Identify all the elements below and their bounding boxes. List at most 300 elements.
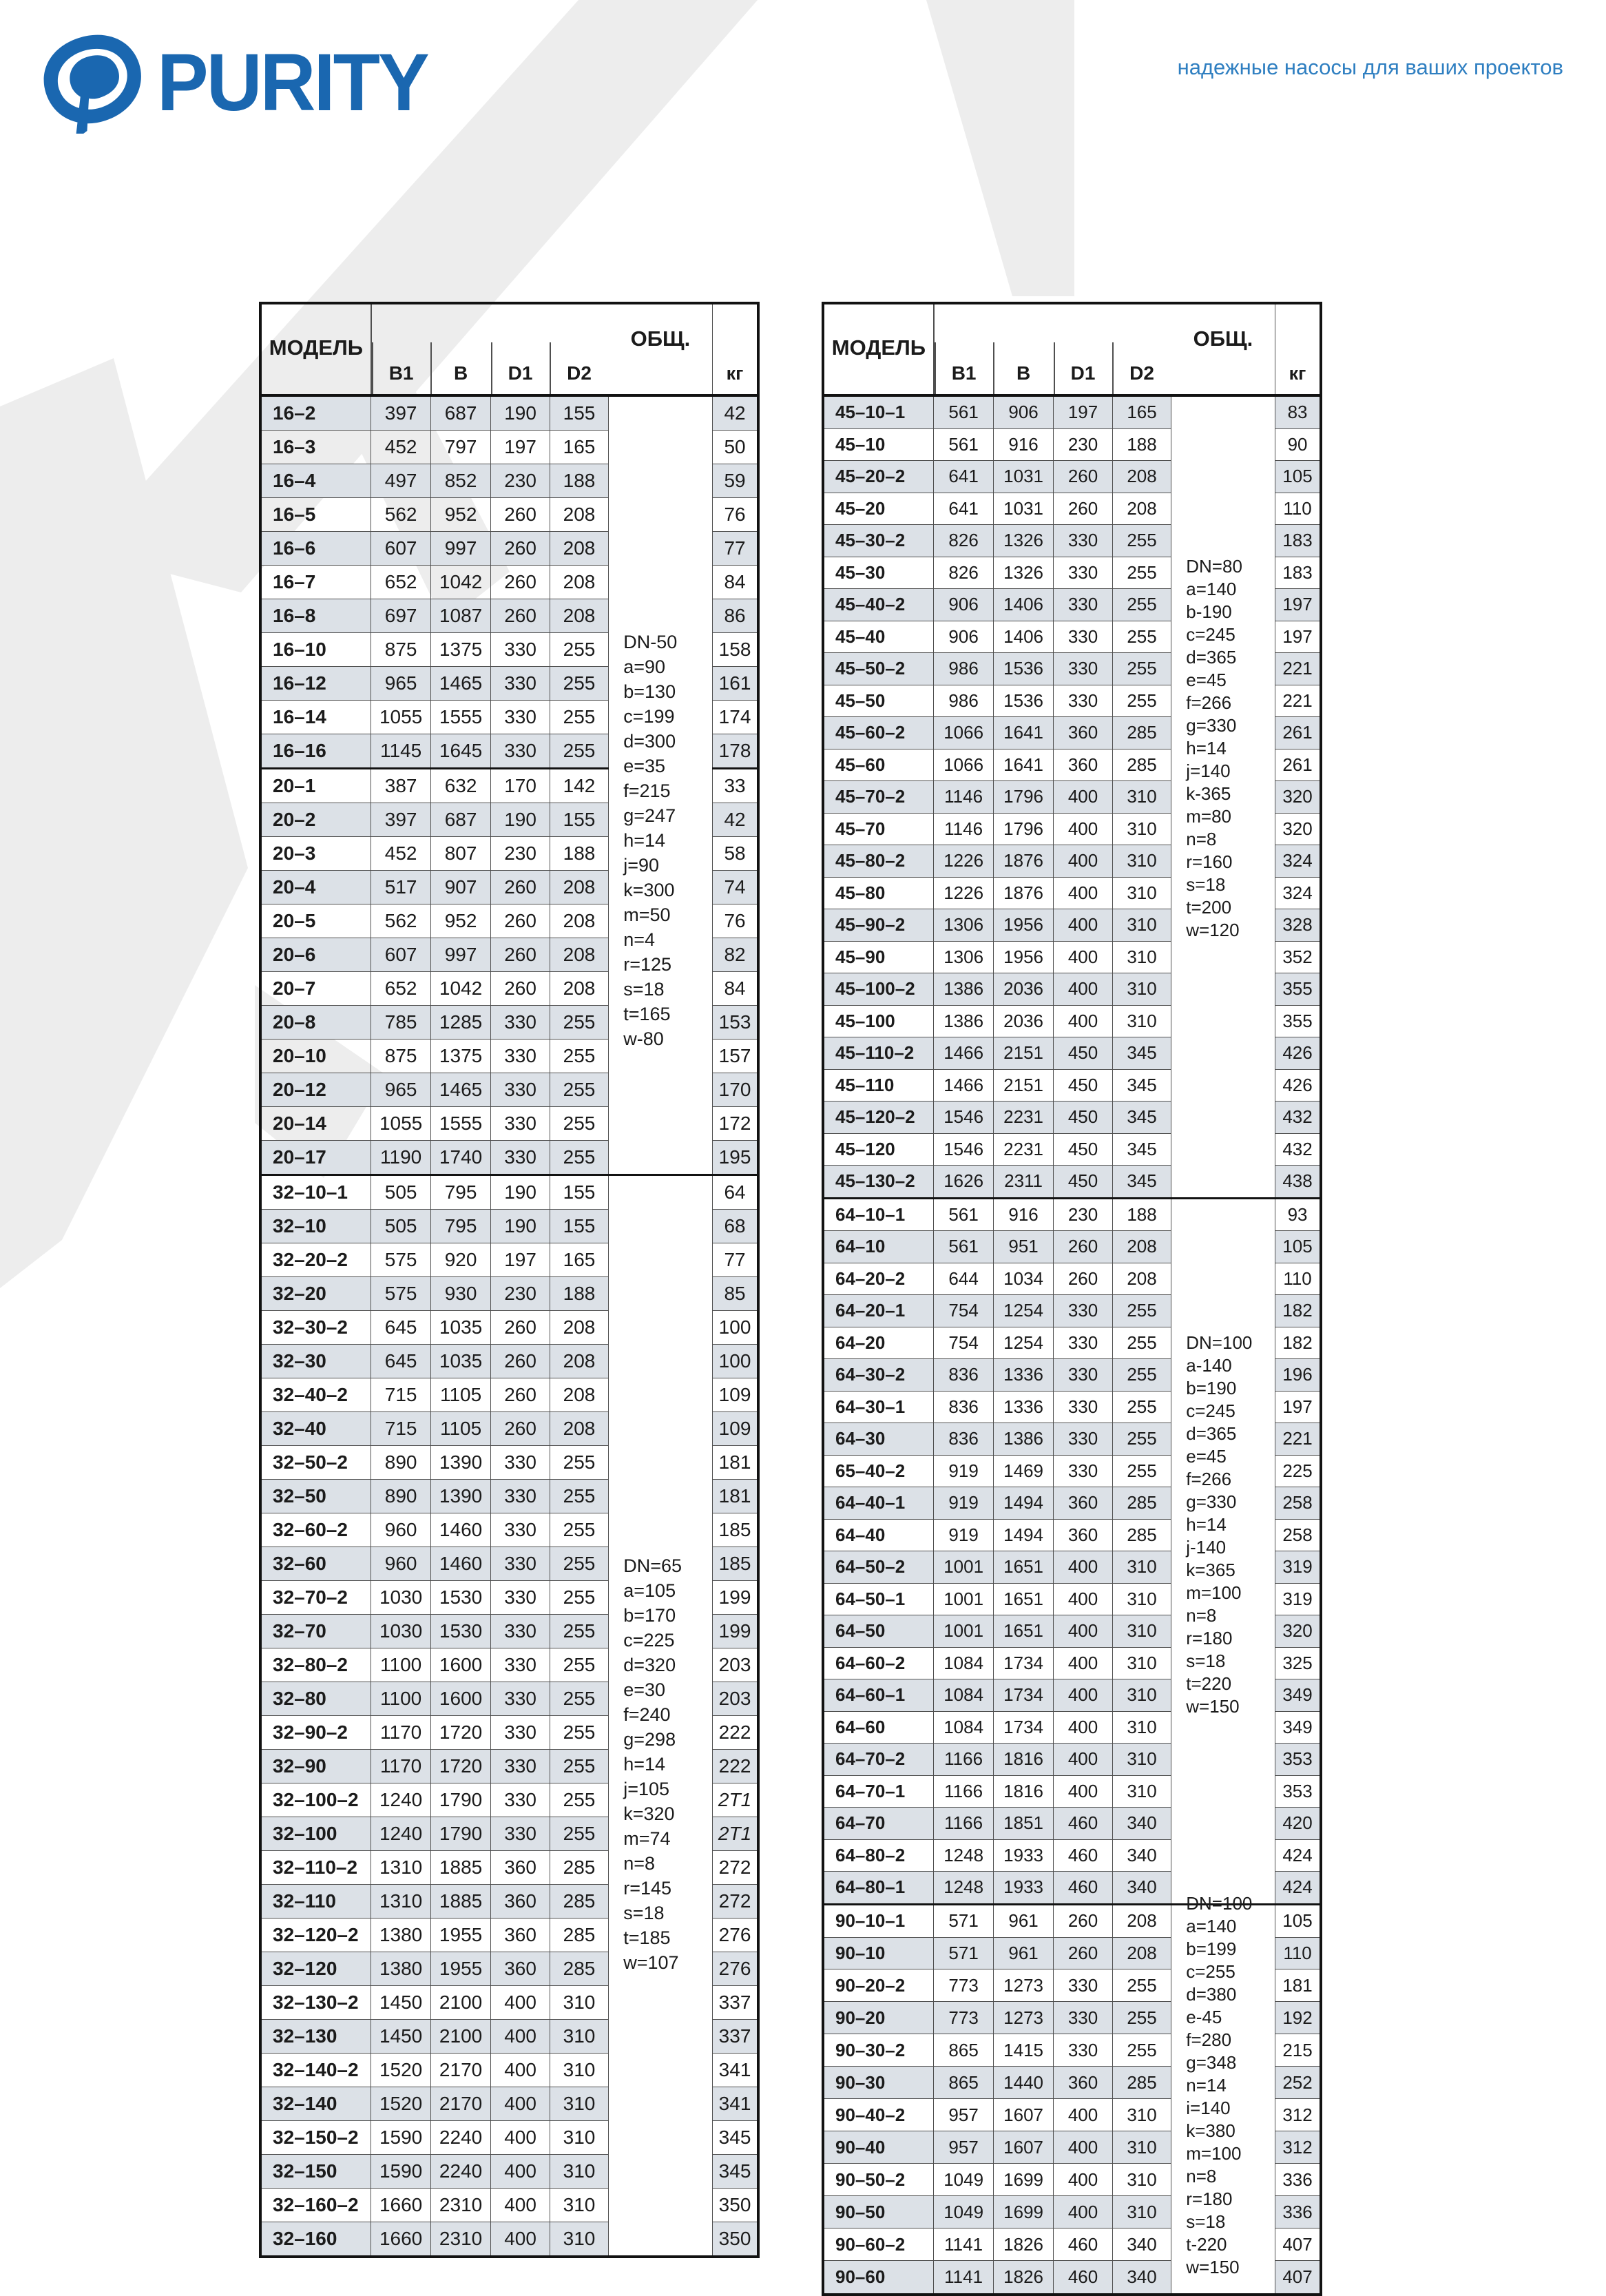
model-cell: 32–130	[260, 2020, 371, 2054]
weight-cell: 42	[713, 395, 758, 431]
purity-logo-text: PURITY	[157, 37, 428, 127]
dimension-value-cell: 1105	[430, 1412, 490, 1446]
dimension-value-cell: 571	[934, 1937, 993, 1969]
model-cell: 16–4	[260, 464, 371, 498]
common-dimensions-cell	[609, 395, 713, 1175]
weight-cell: 42	[713, 803, 758, 837]
model-cell: 32–140	[260, 2087, 371, 2121]
spec-table	[259, 302, 760, 2258]
dimension-value-cell: 952	[430, 498, 490, 532]
weight-cell: 197	[1275, 1391, 1321, 1423]
dimension-value-cell: 260	[491, 1311, 550, 1345]
model-cell: 16–5	[260, 498, 371, 532]
model-cell: 90–10–1	[823, 1904, 934, 1937]
dimension-value-cell: 1530	[430, 1615, 490, 1648]
dimension-value-cell: 561	[934, 395, 993, 428]
dimension-value-cell: 285	[550, 1952, 608, 1986]
model-cell: 20–4	[260, 871, 371, 904]
dimension-value-cell: 397	[371, 395, 430, 431]
dimension-value-cell: 1641	[993, 717, 1053, 749]
dimension-value-cell: 460	[1054, 1839, 1112, 1872]
dimension-value-cell: 773	[934, 2002, 993, 2034]
dimension-value-cell: 460	[1054, 2228, 1112, 2261]
dimension-line: n=14	[1186, 2074, 1227, 2096]
dimension-value-cell: 310	[550, 2121, 608, 2155]
dimension-value-cell: 155	[550, 803, 608, 837]
weight-cell: 110	[1275, 493, 1321, 525]
dimension-value-cell: 1734	[993, 1679, 1053, 1712]
dimension-value-cell: 1380	[371, 1952, 430, 1986]
dimension-value-cell: 208	[550, 498, 608, 532]
dimension-value-cell: 906	[934, 589, 993, 621]
weight-cell: 178	[713, 734, 758, 769]
dimension-value-cell: 930	[430, 1277, 490, 1311]
dimension-value-cell: 208	[550, 1378, 608, 1412]
dimension-value-cell: 1336	[993, 1359, 1053, 1392]
dimension-value-cell: 997	[430, 532, 490, 566]
model-cell: 32–80–2	[260, 1648, 371, 1682]
model-cell: 20–12	[260, 1073, 371, 1107]
dimension-value-cell: 330	[491, 701, 550, 734]
dimension-value-cell: 400	[1054, 1551, 1112, 1584]
dimension-value-cell: 208	[550, 1311, 608, 1345]
dimension-value-cell: 1084	[934, 1711, 993, 1744]
model-cell: 32–90–2	[260, 1716, 371, 1750]
dimension-value-cell: 1660	[371, 2189, 430, 2222]
dimension-value-cell: 1816	[993, 1775, 1053, 1808]
dimension-line: g=330	[1186, 715, 1237, 736]
dimension-value-cell: 400	[1054, 2099, 1112, 2131]
dimension-value-cell: 1466	[934, 1037, 993, 1070]
weight-cell: 2T1	[713, 1817, 758, 1851]
dimension-value-cell: 255	[550, 1615, 608, 1648]
dimension-value-cell: 920	[430, 1243, 490, 1277]
column-header-d1: D1	[1054, 303, 1112, 395]
dimension-value-cell: 230	[491, 1277, 550, 1311]
dimension-value-cell: 1031	[993, 493, 1053, 525]
dimension-value-cell: 2100	[430, 1986, 490, 2020]
dimension-value-cell: 1035	[430, 1311, 490, 1345]
dimension-value-cell: 2311	[993, 1166, 1053, 1199]
dimension-value-cell: 1066	[934, 717, 993, 749]
dimension-value-cell: 285	[1112, 749, 1171, 781]
dimension-value-cell: 330	[491, 1073, 550, 1107]
dimension-value-cell: 997	[430, 938, 490, 972]
dimension-value-cell: 773	[934, 1969, 993, 2002]
model-cell: 45–60	[823, 749, 934, 781]
model-cell: 64–50–2	[823, 1551, 934, 1584]
dimension-value-cell: 1790	[430, 1783, 490, 1817]
dimension-value-cell: 260	[491, 599, 550, 633]
weight-cell: 355	[1275, 1005, 1321, 1037]
dimension-value-cell: 852	[430, 464, 490, 498]
weight-cell: 424	[1275, 1872, 1321, 1905]
dimension-value-cell: 1035	[430, 1345, 490, 1378]
dimension-value-cell: 255	[550, 1648, 608, 1682]
dimension-value-cell: 310	[550, 2054, 608, 2087]
dimension-value-cell: 255	[1112, 685, 1171, 717]
dimension-value-cell: 505	[371, 1175, 430, 1210]
dimension-value-cell: 230	[1054, 1198, 1112, 1231]
weight-cell: 353	[1275, 1775, 1321, 1808]
dimension-line: m=100	[1186, 1582, 1242, 1603]
weight-cell: 426	[1275, 1069, 1321, 1102]
dimension-value-cell: 397	[371, 803, 430, 837]
weight-cell: 153	[713, 1006, 758, 1040]
dimension-value-cell: 1494	[993, 1487, 1053, 1520]
dimension-value-cell: 607	[371, 532, 430, 566]
dimension-value-cell: 188	[1112, 428, 1171, 461]
dimension-value-cell: 142	[550, 769, 608, 803]
dimension-value-cell: 330	[491, 1615, 550, 1648]
weight-cell: 157	[713, 1040, 758, 1073]
dimension-value-cell: 1375	[430, 1040, 490, 1073]
dimension-line: s=18	[1186, 874, 1226, 896]
dimension-value-cell: 1450	[371, 2020, 430, 2054]
weight-cell: 84	[713, 972, 758, 1006]
dimension-value-cell: 957	[934, 2131, 993, 2164]
dimension-value-cell: 285	[550, 1918, 608, 1952]
dimension-value-cell: 330	[491, 1107, 550, 1141]
dimension-value-cell: 919	[934, 1519, 993, 1551]
dimension-value-cell: 330	[491, 1513, 550, 1547]
dimension-value-cell: 400	[491, 2087, 550, 2121]
dimension-value-cell: 208	[550, 566, 608, 599]
model-cell: 45–120–2	[823, 1102, 934, 1134]
dimension-value-cell: 1042	[430, 566, 490, 599]
dimension-value-cell: 1660	[371, 2222, 430, 2257]
model-cell: 90–30–2	[823, 2034, 934, 2067]
dimension-value-cell: 230	[491, 464, 550, 498]
dimension-value-cell: 1390	[430, 1446, 490, 1480]
weight-cell: 100	[713, 1345, 758, 1378]
weight-cell: 105	[1275, 1904, 1321, 1937]
weight-cell: 324	[1275, 845, 1321, 878]
dimension-value-cell: 330	[491, 667, 550, 701]
weight-cell: 345	[713, 2121, 758, 2155]
dimension-line: k=320	[623, 1803, 675, 1824]
dimension-value-cell: 797	[430, 431, 490, 464]
dimension-value-cell: 400	[1054, 1711, 1112, 1744]
dimension-value-cell: 505	[371, 1210, 430, 1243]
dimension-value-cell: 916	[993, 1198, 1053, 1231]
dimension-value-cell: 208	[550, 938, 608, 972]
dimension-value-cell: 1326	[993, 557, 1053, 589]
dimension-value-cell: 208	[1112, 1263, 1171, 1295]
dimension-line: j-140	[1186, 1537, 1227, 1558]
weight-cell: 420	[1275, 1808, 1321, 1840]
dimension-value-cell: 1956	[993, 941, 1053, 973]
dimension-line: w=120	[1186, 920, 1240, 941]
dimension-value-cell: 1530	[430, 1581, 490, 1615]
dimension-value-cell: 345	[1112, 1102, 1171, 1134]
weight-cell: 349	[1275, 1679, 1321, 1712]
dimension-value-cell: 260	[491, 566, 550, 599]
weight-cell: 183	[1275, 525, 1321, 557]
dimension-value-cell: 260	[491, 938, 550, 972]
dimension-value-cell: 836	[934, 1391, 993, 1423]
dimension-value-cell: 330	[491, 1480, 550, 1513]
dimension-value-cell: 208	[1112, 1904, 1171, 1937]
dimension-value-cell: 255	[1112, 1455, 1171, 1487]
model-cell: 64–60	[823, 1711, 934, 1744]
weight-cell: 345	[713, 2155, 758, 2189]
model-cell: 32–120–2	[260, 1918, 371, 1952]
dimension-value-cell: 255	[1112, 1969, 1171, 2002]
dimension-value-cell: 1034	[993, 1263, 1053, 1295]
weight-cell: 196	[1275, 1359, 1321, 1392]
dimension-value-cell: 255	[1112, 557, 1171, 589]
dimension-value-cell: 2151	[993, 1069, 1053, 1102]
dimension-line: h=14	[1186, 738, 1227, 759]
dimension-value-cell: 260	[1054, 1263, 1112, 1295]
dimension-line: m=100	[1186, 2142, 1242, 2164]
dimension-value-cell: 632	[430, 769, 490, 803]
dimension-value-cell: 960	[371, 1547, 430, 1581]
dimension-value-cell: 1166	[934, 1808, 993, 1840]
dimension-value-cell: 165	[1112, 395, 1171, 428]
dimension-value-cell: 1933	[993, 1872, 1053, 1905]
dimension-value-cell: 1536	[993, 685, 1053, 717]
weight-cell: 195	[713, 1141, 758, 1175]
dimension-value-cell: 255	[1112, 1359, 1171, 1392]
weight-cell: 197	[1275, 589, 1321, 621]
model-cell: 20–2	[260, 803, 371, 837]
dimension-value-cell: 571	[934, 1904, 993, 1937]
dimension-value-cell: 2310	[430, 2222, 490, 2257]
dimension-value-cell: 345	[1112, 1069, 1171, 1102]
dimension-value-cell: 1466	[934, 1069, 993, 1102]
dimension-value-cell: 260	[1054, 493, 1112, 525]
dimension-value-cell: 360	[491, 1918, 550, 1952]
dimension-value-cell: 1049	[934, 2196, 993, 2228]
dimension-value-cell: 965	[371, 667, 430, 701]
dimension-value-cell: 575	[371, 1277, 430, 1311]
dimension-value-cell: 826	[934, 557, 993, 589]
dimension-value-cell: 1406	[993, 589, 1053, 621]
page-header	[0, 0, 1606, 172]
model-cell: 16–2	[260, 395, 371, 431]
dimension-value-cell: 310	[1112, 813, 1171, 845]
weight-cell: 252	[1275, 2067, 1321, 2099]
model-cell: 45–80	[823, 877, 934, 909]
dimension-value-cell: 1876	[993, 877, 1053, 909]
dimension-line: h=14	[1186, 1514, 1227, 1535]
dimension-line: g=247	[623, 805, 676, 826]
weight-cell: 174	[713, 701, 758, 734]
column-header-b: B	[993, 303, 1053, 395]
dimension-line: c=225	[623, 1629, 675, 1651]
dimension-value-cell: 836	[934, 1359, 993, 1392]
weight-cell: 432	[1275, 1102, 1321, 1134]
dimension-line: e=45	[1186, 670, 1227, 691]
dimensions-table-left	[259, 302, 760, 2258]
model-cell: 20–10	[260, 1040, 371, 1073]
dimension-value-cell: 208	[1112, 493, 1171, 525]
dimension-line: r=180	[1186, 2188, 1233, 2209]
weight-cell: 59	[713, 464, 758, 498]
dimension-line: n=8	[623, 1852, 656, 1874]
dimension-value-cell: 188	[550, 1277, 608, 1311]
model-cell: 45–90	[823, 941, 934, 973]
model-cell: 45–60–2	[823, 717, 934, 749]
dimension-line: d=365	[1186, 1423, 1237, 1444]
dimension-line: DN=100	[1186, 1892, 1253, 1914]
weight-cell: 50	[713, 431, 758, 464]
dimension-value-cell: 387	[371, 769, 430, 803]
dimension-line: e=45	[1186, 1446, 1227, 1467]
dimension-value-cell: 190	[491, 1210, 550, 1243]
dimension-value-cell: 285	[1112, 717, 1171, 749]
dimension-line: w=107	[623, 1952, 679, 1973]
dimension-value-cell: 1146	[934, 781, 993, 814]
dimension-line: f=280	[1186, 2029, 1232, 2050]
model-cell: 32–10–1	[260, 1175, 371, 1210]
model-cell: 32–70–2	[260, 1581, 371, 1615]
model-cell: 32–100	[260, 1817, 371, 1851]
model-cell: 64–30–2	[823, 1359, 934, 1392]
dimension-value-cell: 1796	[993, 813, 1053, 845]
dimension-value-cell: 400	[1054, 973, 1112, 1006]
weight-cell: 352	[1275, 941, 1321, 973]
dimension-value-cell: 208	[550, 532, 608, 566]
dimension-value-cell: 754	[934, 1327, 993, 1359]
dimension-line: r=180	[1186, 1628, 1233, 1648]
weight-cell: 181	[1275, 1969, 1321, 2002]
model-cell: 90–20	[823, 2002, 934, 2034]
model-cell: 32–140–2	[260, 2054, 371, 2087]
dimension-value-cell: 345	[1112, 1037, 1171, 1070]
weight-cell: 199	[713, 1615, 758, 1648]
dimension-value-cell: 330	[491, 1750, 550, 1783]
model-cell: 90–30	[823, 2067, 934, 2099]
dimension-value-cell: 255	[550, 1682, 608, 1716]
dimension-value-cell: 1494	[993, 1519, 1053, 1551]
dimension-value-cell: 400	[1054, 1679, 1112, 1712]
dimension-value-cell: 255	[550, 1750, 608, 1783]
dimension-value-cell: 1720	[430, 1750, 490, 1783]
dimension-value-cell: 687	[430, 803, 490, 837]
weight-cell: 337	[713, 2020, 758, 2054]
dimension-line: h=14	[623, 1753, 666, 1775]
weight-cell: 90	[1275, 428, 1321, 461]
model-cell: 32–50	[260, 1480, 371, 1513]
dimension-value-cell: 1956	[993, 909, 1053, 942]
dimension-value-cell: 1590	[371, 2155, 430, 2189]
dimension-value-cell: 310	[1112, 1005, 1171, 1037]
weight-cell: 438	[1275, 1166, 1321, 1199]
dimension-value-cell: 1170	[371, 1716, 430, 1750]
model-cell: 90–20–2	[823, 1969, 934, 2002]
dimension-value-cell: 188	[550, 837, 608, 871]
dimension-value-cell: 1254	[993, 1327, 1053, 1359]
dimension-value-cell: 197	[491, 1243, 550, 1277]
dimension-line: m=74	[623, 1828, 671, 1849]
dimension-value-cell: 1141	[934, 2228, 993, 2261]
dimension-value-cell: 826	[934, 525, 993, 557]
brand-tagline: надежные насосы для ваших проектов	[1177, 55, 1563, 79]
dimension-value-cell: 400	[491, 2121, 550, 2155]
dimension-value-cell: 360	[1054, 2067, 1112, 2099]
model-cell: 20–5	[260, 904, 371, 938]
dimension-value-cell: 360	[1054, 749, 1112, 781]
dimension-value-cell: 255	[550, 1783, 608, 1817]
dimension-line: d=365	[1186, 647, 1237, 668]
dimension-value-cell: 400	[1054, 1775, 1112, 1808]
dimension-value-cell: 2310	[430, 2189, 490, 2222]
dimension-line: f=266	[1186, 692, 1232, 714]
dimension-value-cell: 208	[550, 904, 608, 938]
dimension-value-cell: 1645	[430, 734, 490, 769]
dimension-line: f=215	[623, 780, 671, 801]
dimension-line: k=365	[1186, 1560, 1235, 1580]
dimension-value-cell: 255	[1112, 525, 1171, 557]
dimension-value-cell: 1826	[993, 2261, 1053, 2295]
table-row	[260, 1175, 758, 1210]
dimension-value-cell: 1306	[934, 941, 993, 973]
dimension-value-cell: 450	[1054, 1166, 1112, 1199]
dimension-value-cell: 1790	[430, 1817, 490, 1851]
dimension-value-cell: 1641	[993, 749, 1053, 781]
dimension-line: f=240	[623, 1704, 671, 1725]
dimension-value-cell: 255	[1112, 621, 1171, 653]
weight-cell: 2T1	[713, 1783, 758, 1817]
model-cell: 45–10	[823, 428, 934, 461]
dimension-value-cell: 1084	[934, 1679, 993, 1712]
weight-cell: 172	[713, 1107, 758, 1141]
dimension-value-cell: 400	[491, 1986, 550, 2020]
column-header-d2: D2	[1112, 303, 1171, 395]
dimension-value-cell: 260	[491, 904, 550, 938]
dimension-value-cell: 907	[430, 871, 490, 904]
column-header-b: B	[430, 303, 490, 395]
model-cell: 64–20–2	[823, 1263, 934, 1295]
weight-cell: 225	[1275, 1455, 1321, 1487]
table-header-row	[260, 303, 758, 395]
dimension-value-cell: 330	[491, 1716, 550, 1750]
dimension-value-cell: 310	[550, 2087, 608, 2121]
dimension-line: a=140	[1186, 579, 1237, 600]
dimension-line: d=320	[623, 1654, 676, 1675]
dimension-value-cell: 310	[1112, 2131, 1171, 2164]
dimension-value-cell: 260	[1054, 1231, 1112, 1263]
model-cell: 32–20	[260, 1277, 371, 1311]
weight-cell: 221	[1275, 685, 1321, 717]
weight-cell: 76	[713, 904, 758, 938]
dimension-value-cell: 310	[550, 2189, 608, 2222]
model-cell: 32–10	[260, 1210, 371, 1243]
dimension-value-cell: 1386	[934, 1005, 993, 1037]
dimension-value-cell: 450	[1054, 1102, 1112, 1134]
column-header-b1: B1	[934, 303, 993, 395]
model-cell: 32–40–2	[260, 1378, 371, 1412]
column-header-d2: D2	[550, 303, 608, 395]
dimension-value-cell: 1087	[430, 599, 490, 633]
table-row	[823, 1198, 1321, 1231]
dimension-value-cell: 340	[1112, 2261, 1171, 2295]
dimension-value-cell: 1100	[371, 1648, 430, 1682]
dimension-value-cell: 450	[1054, 1133, 1112, 1166]
dimension-value-cell: 208	[550, 1412, 608, 1446]
weight-cell: 203	[713, 1648, 758, 1682]
dimension-line: t-220	[1186, 2233, 1227, 2255]
model-cell: 64–20	[823, 1327, 934, 1359]
column-header-b1: B1	[371, 303, 430, 395]
weight-cell: 158	[713, 633, 758, 667]
dimension-value-cell: 1042	[430, 972, 490, 1006]
dimension-value-cell: 1460	[430, 1513, 490, 1547]
dimension-value-cell: 450	[1054, 1037, 1112, 1070]
